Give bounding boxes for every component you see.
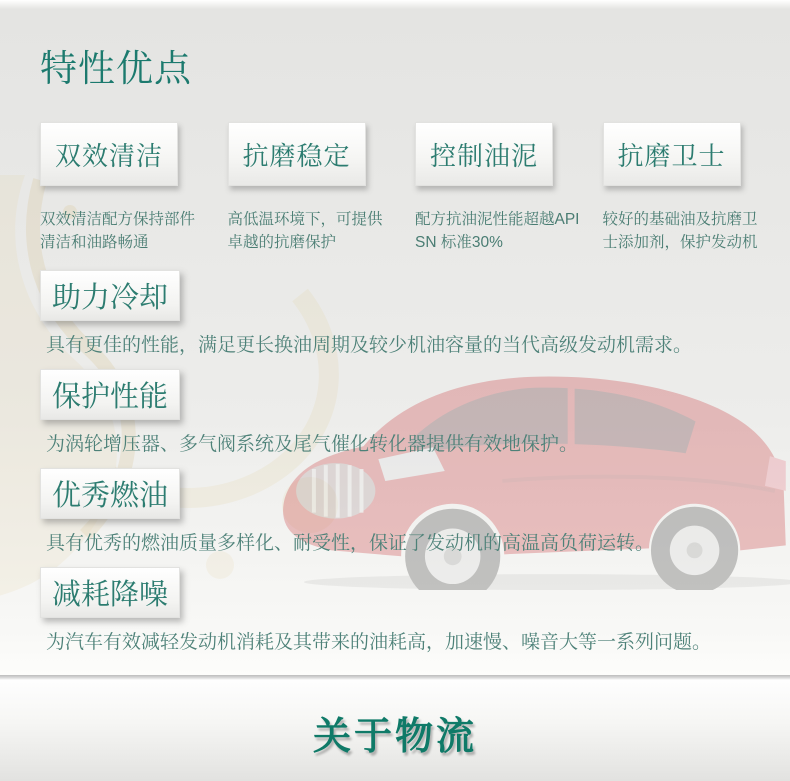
benefit-title-label: 减耗降噪: [51, 579, 168, 611]
logistics-section: [0, 675, 790, 781]
feature-card: [603, 122, 790, 254]
benefit-title-box: [40, 369, 180, 420]
benefit-title-box: [40, 567, 180, 618]
feature-card: [40, 122, 228, 254]
benefit-title-label: 优秀燃油: [51, 480, 168, 512]
benefit-title-box: [40, 468, 180, 519]
feature-description: 双效清洁配方保持部件清洁和油路畅通: [40, 211, 196, 251]
feature-description: 较好的基础油及抗磨卫士添加剂，保护发动机: [602, 211, 758, 251]
feature-title-box: [228, 122, 366, 186]
benefit-section: [0, 567, 790, 656]
page-title: 特性优点: [40, 48, 192, 89]
benefit-title-label: 保护性能: [51, 381, 168, 413]
benefit-description: 为汽车有效减轻发动机消耗及其带来的油耗高，加速慢、噪音大等一系列问题。: [46, 632, 712, 653]
benefit-description: 具有优秀的燃油质量多样化、耐受性，保证了发动机的高温高负荷运转。: [46, 533, 655, 554]
benefit-section: [0, 270, 790, 359]
feature-title-box: [415, 122, 553, 186]
benefit-section: [0, 468, 790, 557]
benefit-section: [0, 369, 790, 458]
feature-title-label: 控制油泥: [429, 140, 538, 171]
feature-description: 配方抗油泥性能超越API SN 标准30%: [415, 211, 580, 251]
feature-title-box: [603, 122, 741, 186]
benefit-sections: [0, 270, 790, 656]
feature-grid: [40, 122, 790, 254]
feature-title-label: 抗磨稳定: [242, 140, 351, 171]
feature-description: 高低温环境下，可提供卓越的抗磨保护: [227, 211, 383, 251]
benefit-title-label: 助力冷却: [51, 282, 168, 314]
feature-title-label: 抗磨卫士: [617, 140, 726, 171]
benefit-description: 具有更佳的性能，满足更长换油周期及较少机油容量的当代高级发动机需求。: [46, 335, 693, 356]
feature-card: [415, 122, 603, 254]
logistics-title: 关于物流: [312, 716, 477, 758]
benefit-title-box: [40, 270, 180, 321]
benefit-description: 为涡轮增压器、多气阀系统及尾气催化转化器提供有效地保护。: [46, 434, 579, 455]
feature-title-box: [40, 122, 178, 186]
feature-title-label: 双效清洁: [54, 140, 163, 171]
feature-card: [228, 122, 416, 254]
